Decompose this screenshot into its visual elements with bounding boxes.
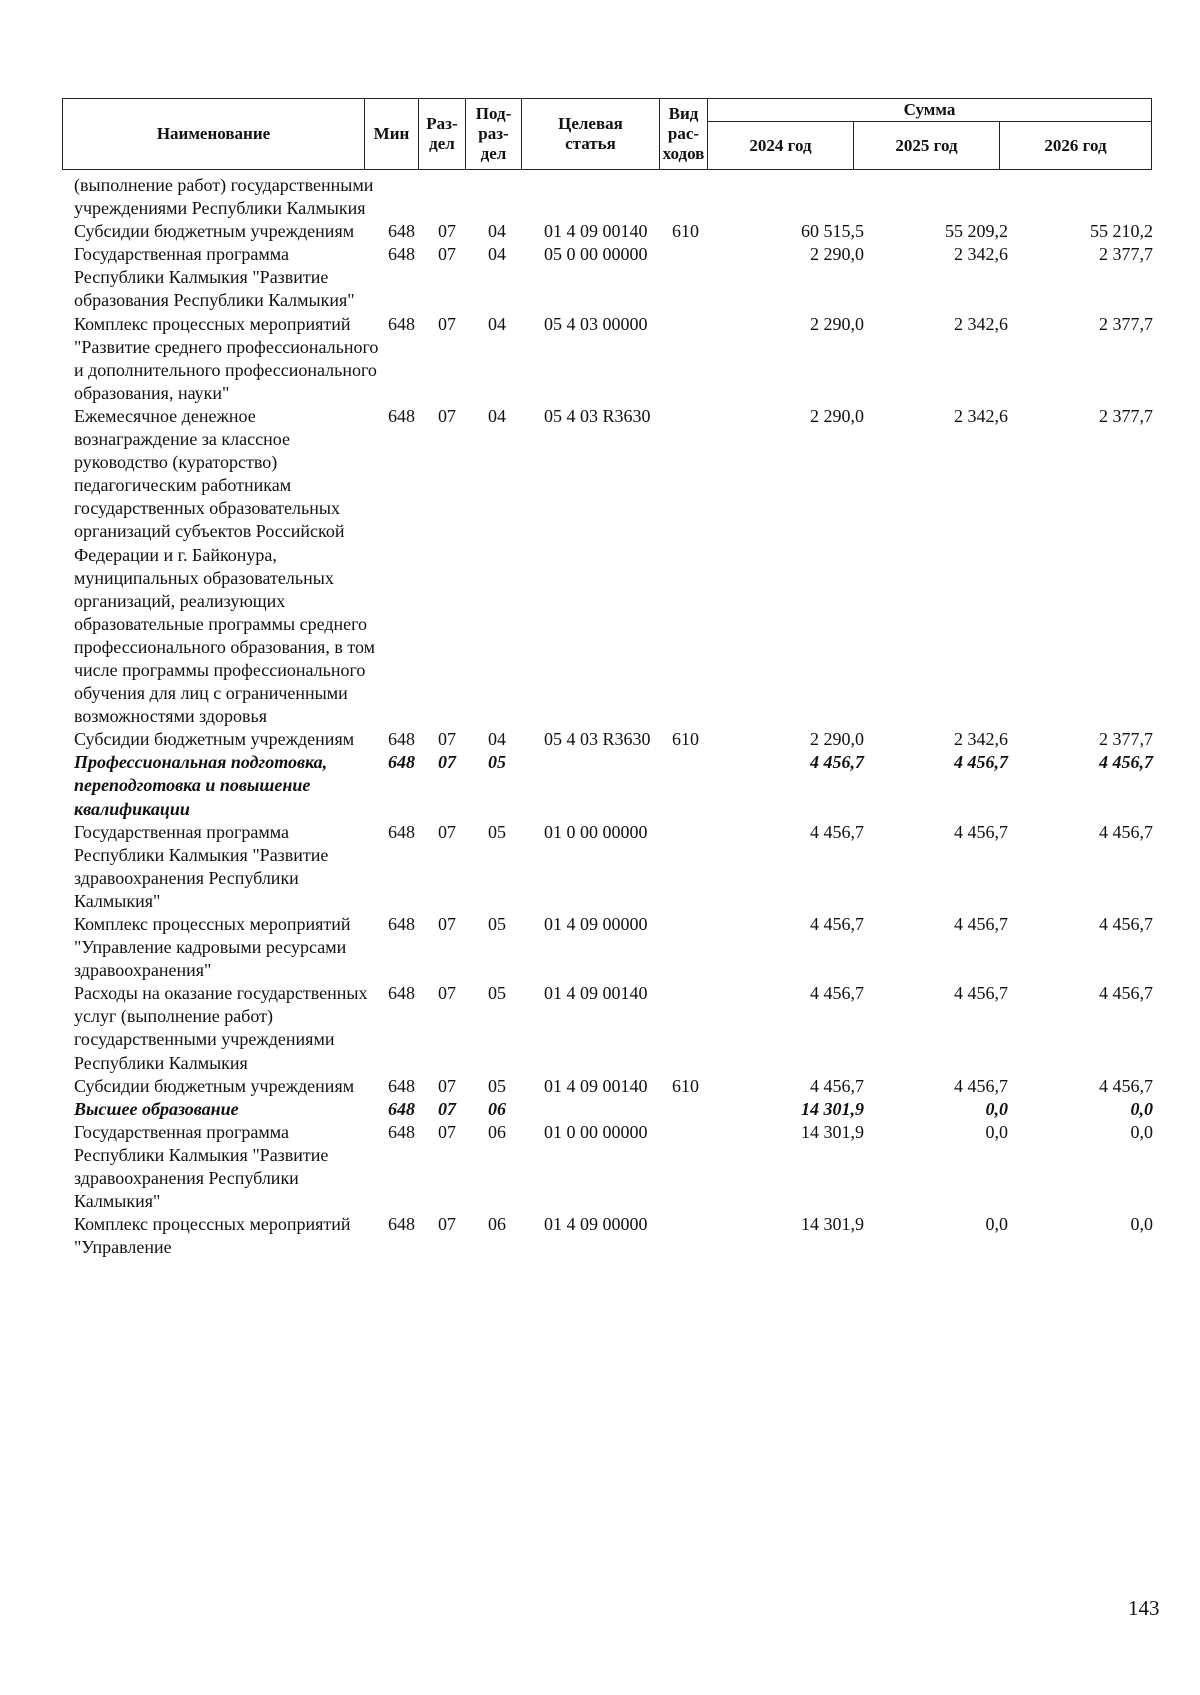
row-vid [670,1213,720,1259]
row-2024: 14 301,9 [801,1214,864,1235]
row-name: Комплекс процессных мероприятий "Развитие среднего профессионального и дополнительного профессионального образования, науки" [74,313,379,403]
row-2026: 4 456,7 [1099,821,1153,842]
row-podrazdel [483,174,540,220]
row-target: 01 4 09 00000 [544,1214,648,1235]
row-podrazdel: 06 [488,1214,506,1235]
row-min: 648 [388,313,415,334]
table-row [0,982,1200,1074]
row-name: Ежемесячное денежное вознаграждение за классное руководство (кураторство) педагогическим работникам государственных образовательных организаций субъектов Российской Федерации и г. Байконура, муниципальных образовательных организаций, реализующих образовательные программы среднего профессионального образования, в том числе программы профессионального обучения для лиц с ограниченными возможностями здоровья [74,405,376,727]
row-2024: 2 290,0 [810,313,864,334]
row-vid [670,982,720,1074]
row-2024: 2 290,0 [810,729,864,750]
row-vid [670,913,720,982]
row-min: 648 [388,1075,415,1096]
row-target: 05 0 00 00000 [544,244,648,265]
header-razdel [419,99,466,170]
row-razdel: 07 [438,1098,456,1119]
row-podrazdel: 04 [488,729,506,750]
row-min: 648 [388,1098,415,1119]
row-vid [670,1098,720,1121]
row-razdel: 07 [438,983,456,1004]
row-target: 01 4 09 00140 [544,1075,648,1096]
header-min: Мин [365,99,419,170]
row-razdel: 07 [438,244,456,265]
row-2026: 4 456,7 [1099,1075,1153,1096]
row-razdel: 07 [438,729,456,750]
row-2026: 4 456,7 [1099,983,1153,1004]
table-row [0,1075,1200,1098]
row-razdel: 07 [438,1214,456,1235]
table-row [0,243,1200,312]
table-row [0,1213,1200,1259]
row-name: Расходы на оказание государственных услуг (выполнение работ) государственными учреждениями Республики Калмыкия [74,983,368,1073]
row-2026: 4 456,7 [1099,752,1153,773]
row-vid [670,243,720,312]
header-vid-line2: рас- [667,124,700,143]
row-min: 648 [388,1121,415,1142]
row-2024 [720,174,864,220]
row-min: 648 [388,1214,415,1235]
header-summa: Сумма [708,99,1152,122]
table-header [62,98,1152,170]
table-row [0,313,1200,405]
row-2025: 4 456,7 [954,821,1008,842]
row-2026: 4 456,7 [1099,914,1153,934]
row-2026 [1008,174,1153,220]
row-2025: 2 342,6 [954,405,1008,426]
row-name: (выполнение работ) государственными учреждениями Республики Калмыкия [74,175,374,219]
row-2025: 2 342,6 [954,244,1008,265]
row-vid [670,751,720,820]
row-vid: 610 [672,1075,699,1096]
row-2024: 2 290,0 [810,405,864,426]
row-vid [670,174,720,220]
row-podrazdel: 05 [488,914,506,934]
row-vid: 610 [672,221,699,242]
row-min: 648 [388,405,415,426]
row-razdel: 07 [438,1075,456,1096]
row-vid [670,821,720,913]
row-2026: 2 377,7 [1099,313,1153,334]
row-target: 05 4 03 R3630 [544,405,651,426]
row-podrazdel: 05 [488,1075,506,1096]
row-razdel: 07 [438,313,456,334]
row-razdel: 07 [438,821,456,842]
row-target: 01 4 09 00000 [544,914,648,934]
row-2025: 0,0 [985,1214,1008,1235]
row-min: 648 [388,914,415,934]
row-name: Государственная программа Республики Калмыкия "Развитие здравоохранения Республики Калмыкия" [74,1121,329,1212]
row-podrazdel: 04 [488,244,506,265]
row-2024: 60 515,5 [801,221,864,242]
row-2026: 55 210,2 [1090,221,1153,242]
row-podrazdel: 05 [488,983,506,1004]
row-name: Государственная программа Республики Калмыкия "Развитие здравоохранения Республики Калмыкия" [74,821,329,911]
row-min: 648 [388,821,415,842]
row-razdel [435,174,483,220]
header-razdel-line2: дел [429,134,455,153]
row-target: 01 4 09 00140 [544,983,648,1004]
header-2026: 2026 год [1000,122,1152,170]
row-2025: 4 456,7 [954,983,1008,1004]
row-name: Субсидии бюджетным учреждениям [74,221,355,242]
row-name: Комплекс процессных мероприятий "Управление [74,1214,351,1258]
header-vid-line3: ходов [662,144,705,163]
header-2025: 2025 год [854,122,1000,170]
header-podrazdel-line1: Под- [475,104,512,123]
row-target [540,1098,670,1121]
row-podrazdel: 05 [488,821,506,842]
row-min: 648 [388,244,415,265]
row-min: 648 [388,729,415,750]
row-2026: 2 377,7 [1099,405,1153,426]
table-row [0,1098,1200,1121]
row-razdel: 07 [438,1121,456,1142]
row-vid [670,313,720,405]
row-2024: 4 456,7 [810,821,864,842]
header-celevaya-line1: Целевая [558,114,623,133]
table-row [0,1121,1200,1213]
table-row [0,751,1200,820]
header-vid [660,99,708,170]
row-name: Субсидии бюджетным учреждениям [74,1075,355,1096]
row-target: 01 0 00 00000 [544,1121,648,1142]
table-row [0,913,1200,982]
row-2025: 0,0 [985,1121,1008,1142]
row-razdel: 07 [438,221,456,242]
table-body [0,174,1200,1259]
row-2025: 2 342,6 [954,313,1008,334]
row-2026: 0,0 [1130,1121,1153,1142]
row-2025: 4 456,7 [954,1075,1008,1096]
row-razdel: 07 [438,405,456,426]
row-podrazdel: 04 [488,221,506,242]
row-min: 648 [388,983,415,1004]
row-2025 [864,174,1008,220]
row-2024: 4 456,7 [810,914,864,934]
table-row [0,220,1200,243]
row-2025: 4 456,7 [954,752,1008,773]
row-min: 648 [388,221,415,242]
header-razdel-line1: Раз- [426,114,458,133]
header-2024: 2024 год [708,122,854,170]
row-2025: 4 456,7 [954,914,1008,934]
row-2024: 14 301,9 [801,1098,864,1119]
row-2024: 2 290,0 [810,244,864,265]
row-min [383,174,435,220]
row-razdel: 07 [438,914,456,934]
row-min: 648 [388,752,415,773]
row-2024: 14 301,9 [801,1121,864,1142]
row-podrazdel: 04 [488,313,506,334]
row-name: Субсидии бюджетным учреждениям [74,729,355,750]
table-row [0,728,1200,751]
row-target [540,174,670,220]
row-2026: 2 377,7 [1099,729,1153,750]
row-2026: 2 377,7 [1099,244,1153,265]
row-target: 05 4 03 R3630 [544,729,651,750]
header-podrazdel [466,99,522,170]
row-podrazdel: 05 [488,752,506,773]
row-name: Высшее образование [74,1098,239,1119]
row-razdel: 07 [438,752,456,773]
row-2025: 2 342,6 [954,729,1008,750]
table-row [0,821,1200,913]
table-row [0,405,1200,728]
table-row [0,174,1200,220]
header-celevaya-line2: статья [565,134,616,153]
row-name: Государственная программа Республики Калмыкия "Развитие образования Республики Калмыкия" [74,244,355,311]
row-2024: 4 456,7 [810,1075,864,1096]
row-2025: 55 209,2 [945,221,1008,242]
header-name: Наименование [63,99,365,170]
row-podrazdel: 06 [488,1121,506,1142]
header-podrazdel-line2: раз- [478,124,509,143]
row-vid: 610 [672,729,699,750]
row-2026: 0,0 [1130,1098,1153,1119]
header-vid-line1: Вид [668,104,699,123]
row-2025: 0,0 [985,1098,1008,1119]
row-podrazdel: 06 [488,1098,506,1119]
row-name: Комплекс процессных мероприятий "Управление кадровыми ресурсами здравоохранения" [74,914,351,981]
row-2024: 4 456,7 [810,752,864,773]
row-name: Профессиональная подготовка, переподготовка и повышение квалификации [74,752,328,819]
row-target: 05 4 03 00000 [544,313,648,334]
header-podrazdel-line3: дел [480,144,507,163]
row-2026: 0,0 [1130,1214,1153,1235]
row-target [540,751,670,820]
row-vid [670,1121,720,1213]
page-number: 143 [1128,1596,1160,1620]
row-2024: 4 456,7 [810,983,864,1004]
header-celevaya [522,99,660,170]
row-podrazdel: 04 [488,405,506,426]
row-target: 01 0 00 00000 [544,821,648,842]
row-target: 01 4 09 00140 [544,221,648,242]
row-vid [670,405,720,728]
